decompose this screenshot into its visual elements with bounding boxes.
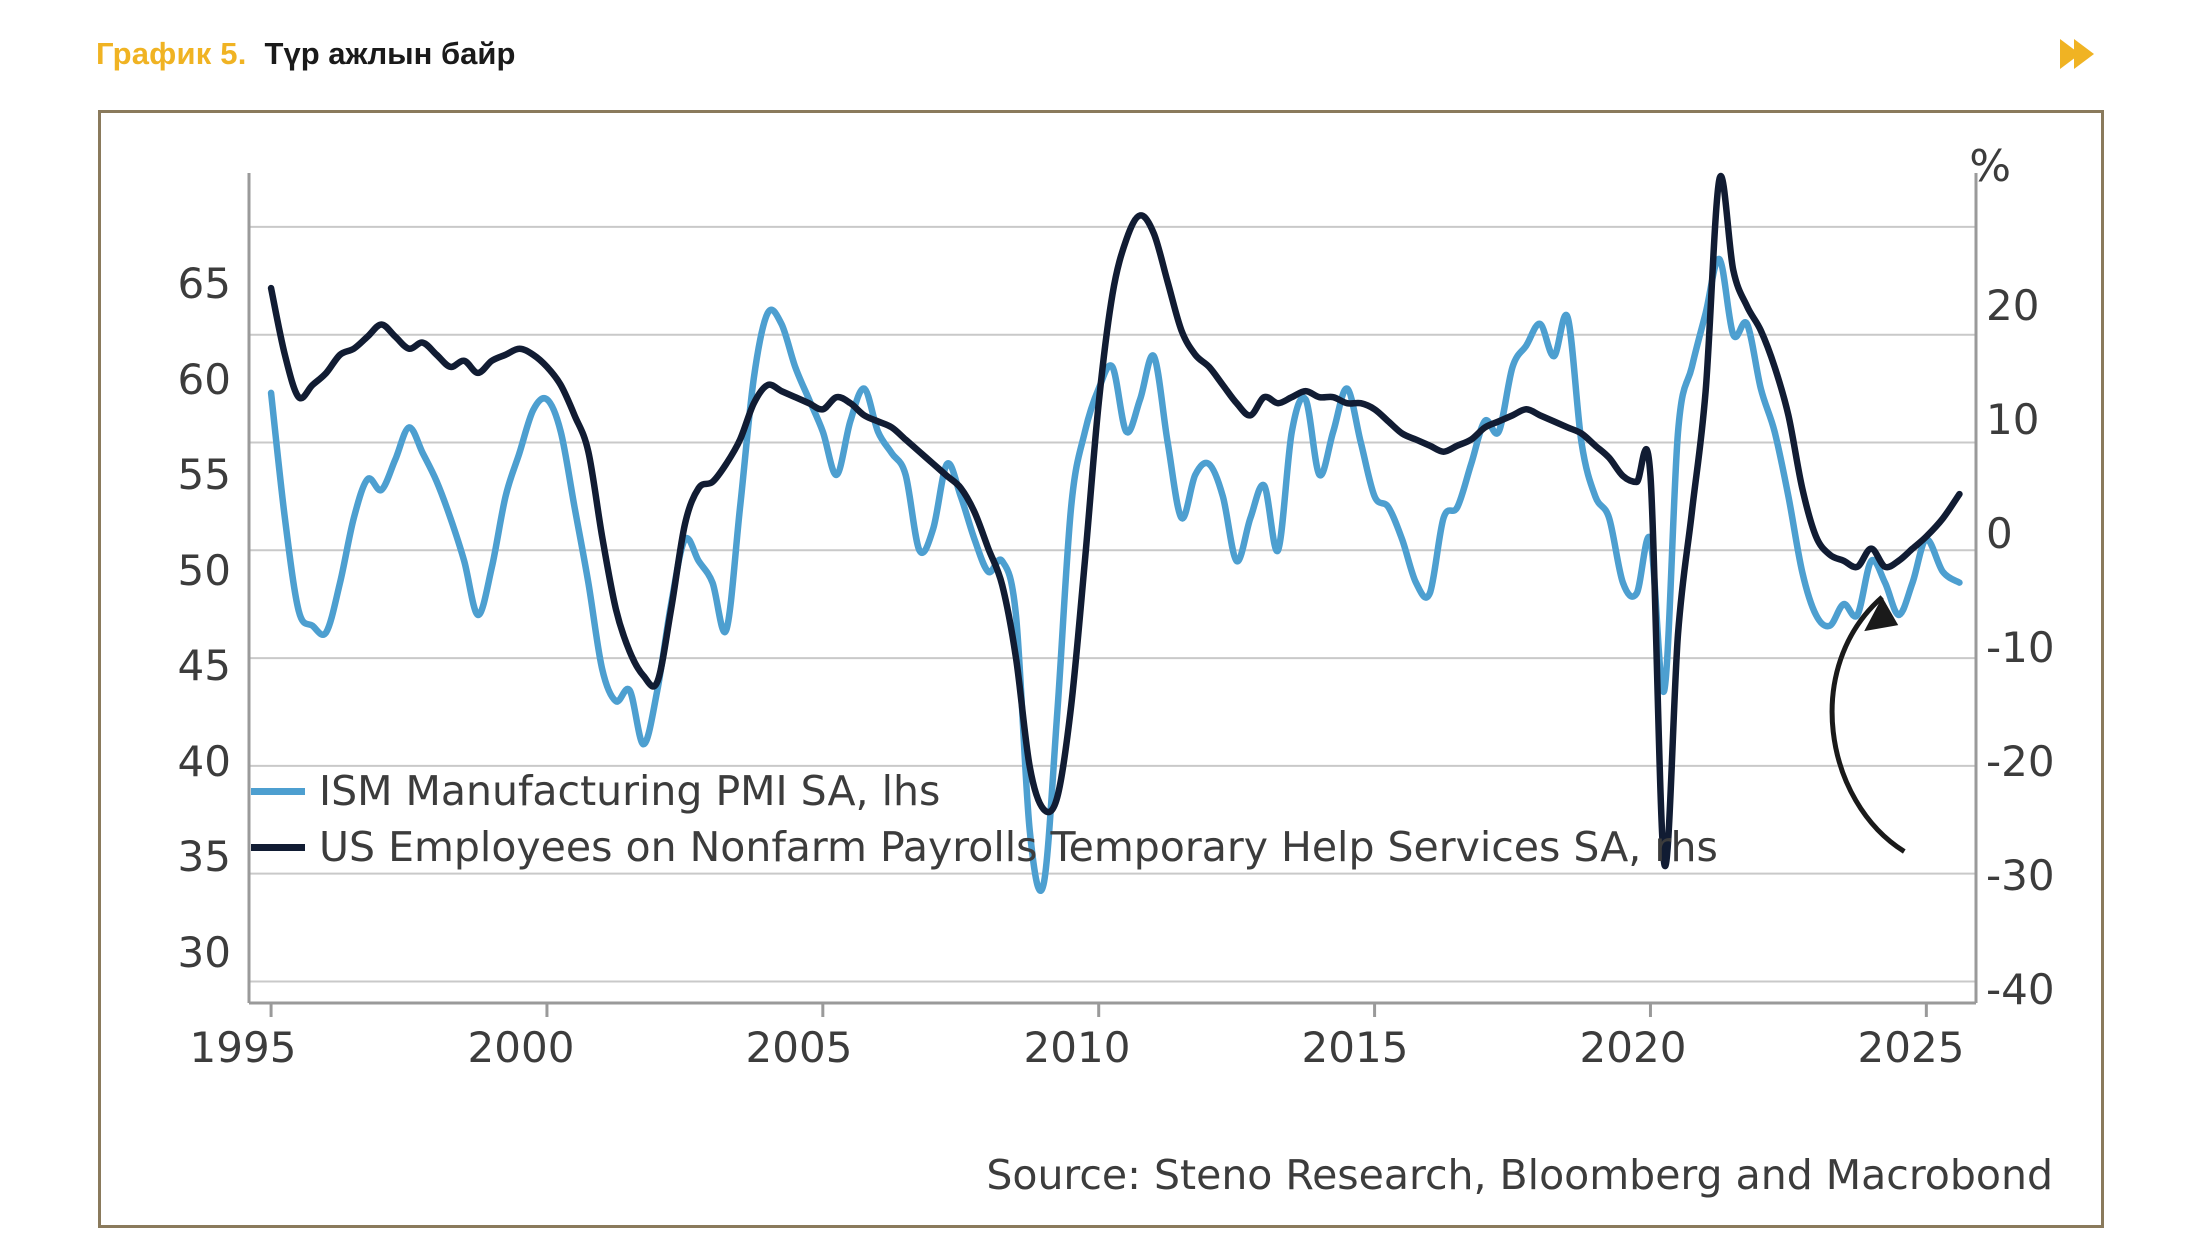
y-right-tick-neg30: -30 (1986, 851, 2055, 900)
x-tick-2010: 2010 (1023, 1023, 1131, 1072)
plot-area (101, 113, 2101, 1225)
y-left-tick-50: 50 (177, 546, 231, 595)
triangle-right-icon-2 (2074, 39, 2094, 69)
y-left-tick-55: 55 (177, 450, 231, 499)
legend-label-temp-help: US Employees on Nonfarm Payrolls Temporary Help Services SA, rhs (319, 823, 1718, 871)
figure-number-label: График 5. (96, 36, 247, 71)
legend-swatch-ism-pmi (251, 788, 305, 795)
x-tick-1995: 1995 (189, 1023, 297, 1072)
figure-header (96, 26, 2106, 82)
x-tick-2000: 2000 (467, 1023, 575, 1072)
annotation-layer (1832, 597, 1904, 851)
y-right-tick-neg20: -20 (1986, 737, 2055, 786)
right-axis-unit-label: % (1969, 141, 2011, 192)
next-figure-button[interactable] (2060, 39, 2106, 69)
y-left-tick-45: 45 (177, 641, 231, 690)
legend-swatch-temp-help (251, 844, 305, 851)
legend-label-ism-pmi: ISM Manufacturing PMI SA, lhs (319, 767, 941, 815)
legend-item-ism-pmi (251, 763, 1751, 819)
y-right-tick-10: 10 (1986, 395, 2040, 444)
x-tick-2015: 2015 (1301, 1023, 1409, 1072)
y-left-tick-35: 35 (177, 832, 231, 881)
y-right-tick-neg10: -10 (1986, 623, 2055, 672)
y-right-tick-20: 20 (1986, 281, 2040, 330)
x-tick-2005: 2005 (745, 1023, 853, 1072)
chart-legend (251, 763, 1751, 875)
y-left-tick-60: 60 (177, 355, 231, 404)
source-note: Source: Steno Research, Bloomberg and Macrobond (986, 1151, 2053, 1199)
y-left-tick-30: 30 (177, 928, 231, 977)
x-tick-2020: 2020 (1579, 1023, 1687, 1072)
x-tick-2025: 2025 (1857, 1023, 1965, 1072)
legend-item-temp-help (251, 819, 1751, 875)
y-right-tick-0: 0 (1986, 509, 2013, 558)
y-right-tick-neg40: -40 (1986, 965, 2055, 1014)
y-left-tick-40: 40 (177, 737, 231, 786)
figure-title: Түр ажлын байр (264, 36, 516, 71)
y-left-tick-65: 65 (177, 259, 231, 308)
chart-frame (98, 110, 2104, 1228)
